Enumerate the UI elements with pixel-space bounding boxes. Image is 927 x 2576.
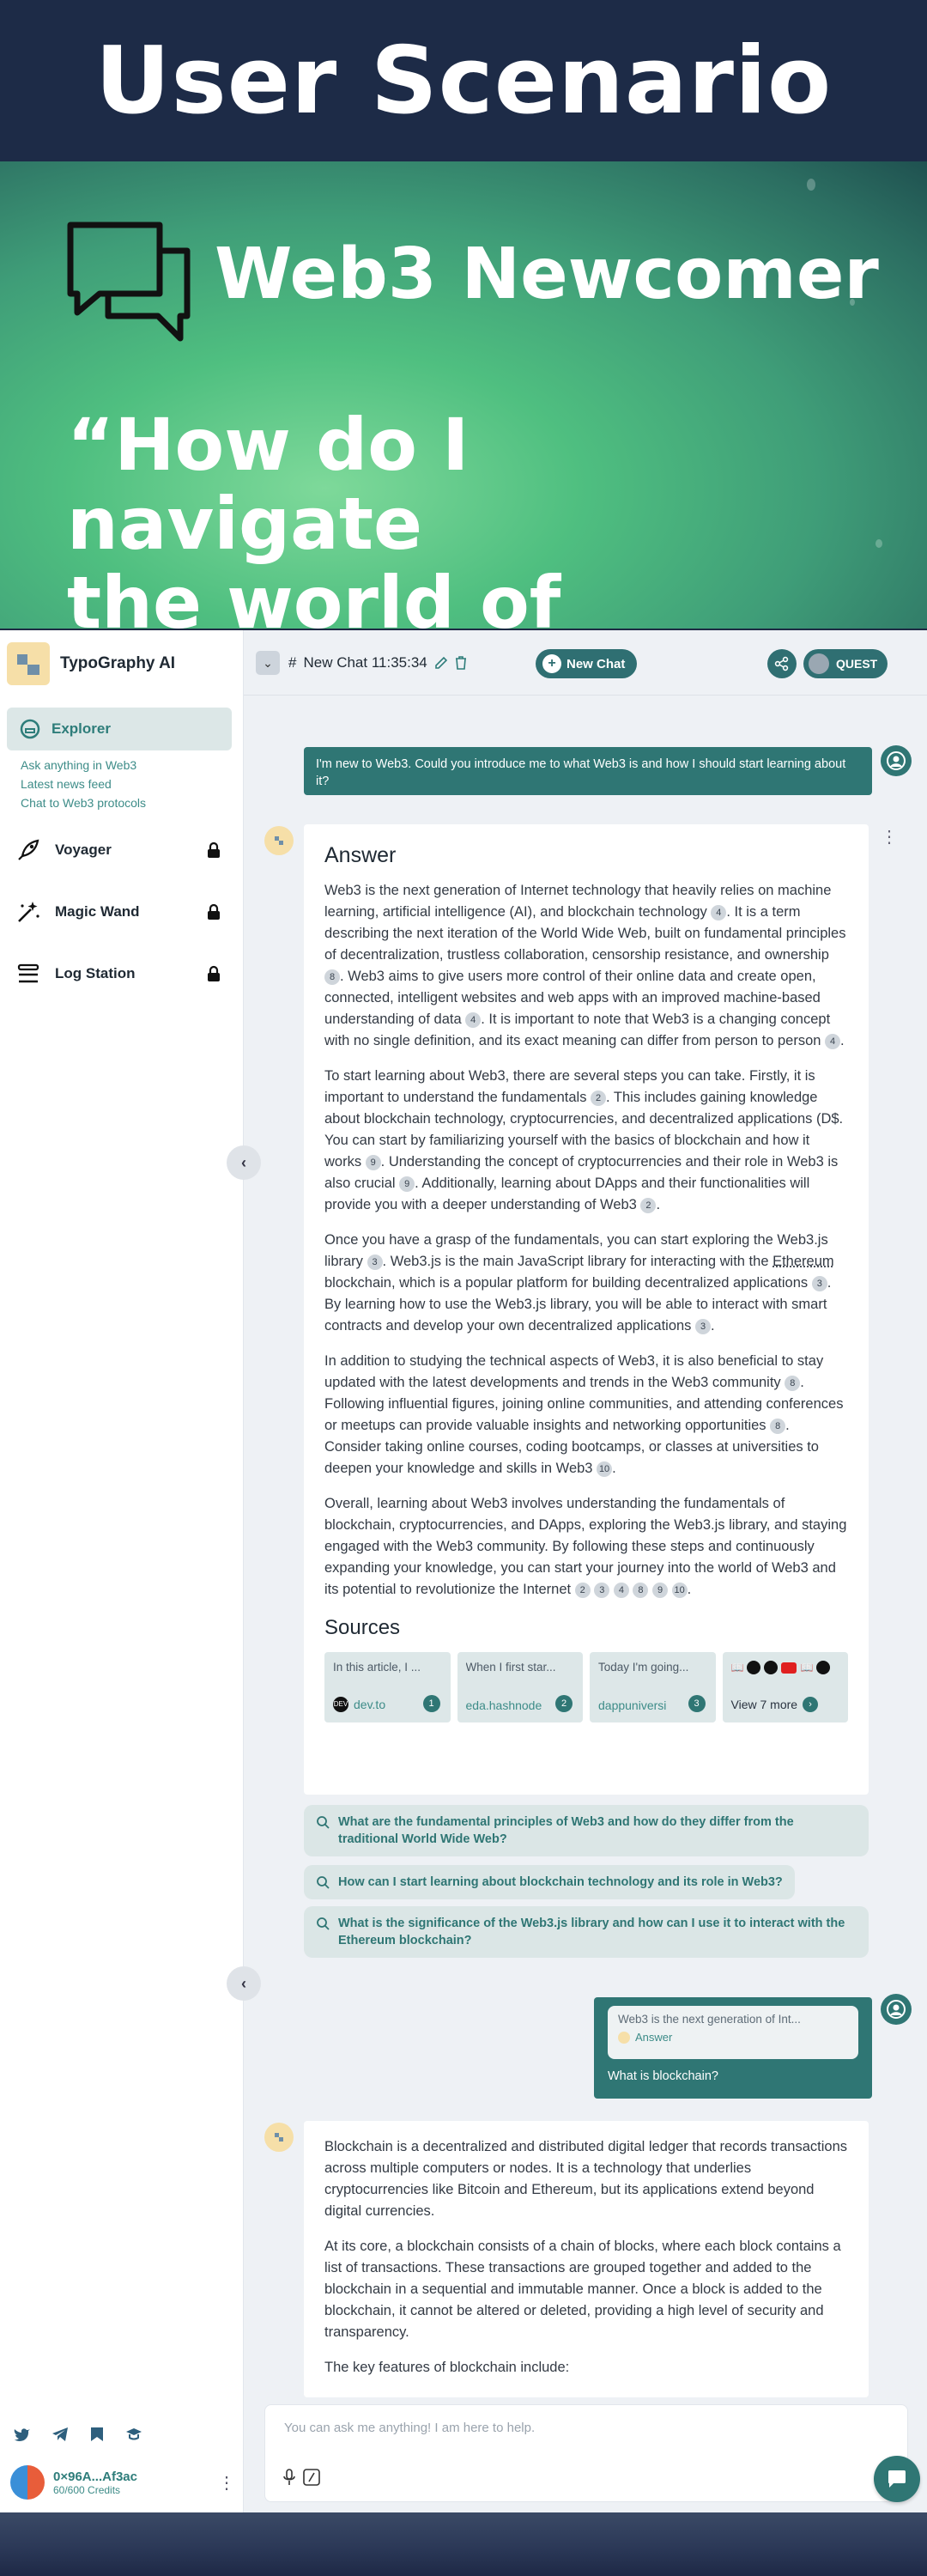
slash-command-icon[interactable] bbox=[303, 2469, 320, 2486]
quote-line-2: the world of bbox=[67, 561, 561, 629]
footer-backdrop bbox=[0, 2512, 927, 2576]
search-icon bbox=[316, 1815, 330, 1829]
suggestion-text: What is the significance of the Web3.js library and how can I use it to interact with the Ethereum blockchain? bbox=[338, 1917, 845, 1947]
chat-input[interactable] bbox=[264, 2404, 908, 2502]
app-name: TypoGraphy AI bbox=[60, 654, 176, 672]
source-number: 3 bbox=[688, 1695, 706, 1712]
sidebar bbox=[0, 630, 244, 2512]
source-snippet: Today I'm going... bbox=[598, 1661, 689, 1674]
source-domain: eda.hashnode bbox=[465, 1698, 542, 1712]
answer-paragraph: Once you have a grasp of the fundamentals, you can start exploring the Web3.js library 3 . Web3.js is the main JavaScript library for interacting with the Ethereum blockchain, which is a popular platform for building decentralized applications 3 . By learning how to use the Web3.js library, you will be able to interact with smart contracts and develop your own decentralized applications 3 . bbox=[324, 1232, 834, 1334]
answer-paragraph: Blockchain is a decentralized and distributed digital ledger that records transactions across multiple computers or nodes. It is a technology that underlies cryptocurrencies like Bitcoin and Ethereum, but its applications extend beyond digital currencies. bbox=[324, 2139, 848, 2219]
banner-title: User Scenario bbox=[94, 27, 833, 135]
bot-avatar bbox=[264, 826, 294, 855]
explorer-sublinks bbox=[21, 756, 146, 812]
source-favicons bbox=[731, 1661, 840, 1674]
helmet-icon bbox=[19, 718, 41, 740]
suggested-question[interactable] bbox=[304, 1906, 869, 1958]
answer-paragraph: To start learning about Web3, there are several steps you can take. Firstly, it is important to understand the fundamentals 2 . This includes gaining knowledge about blockchain technology, cryptocurrencies, and decentralized applications (D$. You can start by familiarizing yourself with the basics of blockchain and how it works 9 . Understanding the concept of cryptocurrencies and their role in Web3 is also crucial 9 . Additionally, learning about DApps and their functionalities will provide you with a deeper understanding of Web3 2 . bbox=[324, 1068, 844, 1212]
rocket-icon bbox=[15, 837, 41, 863]
book-icon: 📖 bbox=[800, 1662, 814, 1674]
medium-icon bbox=[747, 1661, 760, 1674]
quest-avatar bbox=[809, 653, 829, 674]
answer-paragraph: Overall, learning about Web3 involves understanding the fundamentals of blockchain, cryptocurrencies, and DApps, exploring the Web3.js library, and staying engaged with the Web3 community. By following these steps and continuously expanding your knowledge, you can start your journey into the world of Web3 and its potential to revolutionize the Internet 2 3 4 8 9 10 . bbox=[324, 1496, 847, 1597]
arrow-right-icon: › bbox=[803, 1697, 818, 1712]
sources-heading: Sources bbox=[324, 1616, 401, 1639]
wallet-address: 0×96A...Af3ac bbox=[53, 2469, 137, 2484]
answer-card bbox=[304, 824, 869, 1795]
source-card[interactable] bbox=[457, 1652, 584, 1722]
sublink-news[interactable]: Latest news feed bbox=[21, 777, 112, 791]
user-message: I'm new to Web3. Could you introduce me to what Web3 is and how I should start learning about it? bbox=[304, 747, 872, 795]
chat-input-placeholder: You can ask me anything! I am here to help. bbox=[284, 2421, 536, 2435]
microphone-icon[interactable] bbox=[282, 2469, 296, 2486]
sidebar-item-explorer[interactable] bbox=[7, 708, 232, 750]
view-more-sources[interactable] bbox=[723, 1652, 849, 1722]
credits-count: 60/600 Credits bbox=[53, 2483, 121, 2496]
lock-icon bbox=[206, 965, 221, 982]
persona-quote bbox=[67, 405, 839, 629]
user-icon bbox=[886, 750, 906, 771]
input-tools bbox=[282, 2469, 320, 2486]
bot-avatar bbox=[264, 2123, 294, 2152]
suggestion-text: How can I start learning about blockchain technology and its role in Web3? bbox=[338, 1875, 783, 1889]
book-icon: 📖 bbox=[730, 1662, 744, 1674]
quoted-snippet: Web3 is the next generation of Int... bbox=[618, 2013, 801, 2026]
new-chat-label: New Chat bbox=[566, 656, 626, 671]
graduation-cap-icon[interactable] bbox=[125, 2427, 142, 2442]
suggestion-text: What are the fundamental principles of Web3 and how do they differ from the traditional World Wide Web? bbox=[338, 1815, 794, 1846]
suggested-question[interactable] bbox=[304, 1805, 869, 1856]
share-button[interactable] bbox=[767, 649, 797, 678]
hash-icon: # bbox=[288, 654, 297, 671]
hero-section bbox=[0, 161, 927, 629]
share-icon bbox=[774, 656, 790, 671]
speck bbox=[807, 179, 815, 191]
typography-logo-icon bbox=[272, 834, 286, 848]
magic-wand-icon bbox=[15, 899, 41, 925]
devto-icon: DEV bbox=[333, 1697, 348, 1712]
user-avatar bbox=[881, 1994, 912, 2025]
sublink-protocols[interactable]: Chat to Web3 protocols bbox=[21, 796, 147, 810]
bookmark-icon[interactable] bbox=[89, 2427, 105, 2442]
edit-icon[interactable] bbox=[434, 656, 448, 670]
twitter-icon[interactable] bbox=[14, 2427, 31, 2442]
answer-card-2 bbox=[304, 2121, 869, 2397]
collapse-sidebar-button-lower[interactable]: ‹ bbox=[227, 1966, 261, 2001]
sidebar-item-voyager[interactable] bbox=[15, 833, 221, 867]
answer-paragraph: At its core, a blockchain consists of a chain of blocks, where each block contains a list of transactions. These transactions are grouped together and added to the blockchain in a sequential and immutable manner. Once a block is added to the blockchain, it cannot be altered or deleted, providing a high level of security and transparency. bbox=[324, 2239, 841, 2340]
search-icon bbox=[316, 1917, 330, 1930]
chat-bubble-icon bbox=[887, 2470, 907, 2488]
sublink-ask[interactable]: Ask anything in Web3 bbox=[21, 758, 137, 772]
search-icon bbox=[316, 1875, 330, 1889]
message-options-icon[interactable]: ⋮ bbox=[881, 828, 898, 847]
user-message-with-quote bbox=[594, 1997, 872, 2099]
logo-row[interactable] bbox=[7, 642, 175, 685]
sidebar-item-label: Log Station bbox=[55, 965, 136, 981]
source-card[interactable] bbox=[324, 1652, 451, 1722]
banner bbox=[0, 0, 927, 161]
user-account[interactable] bbox=[10, 2463, 235, 2502]
speck bbox=[876, 539, 882, 548]
sidebar-item-log-station[interactable] bbox=[15, 957, 221, 991]
source-card[interactable] bbox=[590, 1652, 716, 1722]
lock-icon bbox=[206, 903, 221, 920]
user-icon bbox=[886, 1999, 906, 2020]
sidebar-item-label: Explorer bbox=[52, 720, 111, 737]
typography-logo-icon bbox=[272, 2130, 286, 2144]
new-chat-button[interactable] bbox=[536, 649, 637, 678]
quest-label: QUEST bbox=[836, 657, 878, 671]
trash-icon[interactable] bbox=[455, 656, 467, 670]
user-avatar bbox=[881, 745, 912, 776]
source-snippet: In this article, I ... bbox=[333, 1661, 421, 1674]
quote-line-1: “How do I navigate bbox=[67, 403, 470, 566]
source-snippet: When I first star... bbox=[465, 1661, 556, 1674]
answer-paragraph: Web3 is the next generation of Internet technology that heavily relies on machine learning, artificial intelligence (AI), and blockchain technology 4 . It is a term describing the next iteration of the World Wide Web, built on fundamental principles of decentralization, trustless collaboration, censorship resistance, and ownership 8 . Web3 aims to give users more control of their online data and create open, connected, intelligent websites and web apps with an improved machine-based understanding of data 4 . It is important to note that Web3 is a changing concept with no single definition, and its exact meaning can differ from person to person 4 . bbox=[324, 883, 846, 1048]
source-domain: dappuniversi bbox=[598, 1698, 667, 1712]
facebook-icon bbox=[764, 1661, 778, 1674]
user-question: What is blockchain? bbox=[608, 2069, 718, 2083]
collapse-sidebar-button[interactable]: ‹ bbox=[227, 1145, 261, 1180]
chat-title bbox=[288, 654, 467, 671]
list-icon bbox=[15, 961, 41, 987]
source-number: 2 bbox=[555, 1695, 573, 1712]
sources-list bbox=[324, 1652, 848, 1722]
sidebar-item-label: Voyager bbox=[55, 841, 112, 858]
youtube-icon bbox=[781, 1662, 797, 1674]
persona-title: Web3 Newcomer bbox=[215, 234, 879, 315]
suggested-question[interactable] bbox=[304, 1865, 795, 1899]
quoted-source: Answer bbox=[618, 2031, 848, 2044]
view-more: View 7 more › bbox=[731, 1697, 819, 1712]
avatar bbox=[10, 2465, 45, 2500]
chevron-down-icon[interactable]: ⌄ bbox=[256, 651, 280, 675]
plus-icon: + bbox=[542, 654, 561, 673]
telegram-icon[interactable] bbox=[52, 2427, 69, 2442]
chat-toolbar bbox=[244, 630, 927, 696]
answer-paragraph: The key features of blockchain include: bbox=[324, 2360, 570, 2375]
lock-icon bbox=[206, 841, 221, 859]
source-domain: DEV dev.to bbox=[333, 1698, 386, 1711]
app-logo bbox=[7, 642, 50, 685]
chat-support-button[interactable] bbox=[874, 2456, 920, 2502]
answer-heading: Answer bbox=[324, 843, 397, 867]
answer-paragraph: In addition to studying the technical aspects of Web3, it is also beneficial to stay updated with the latest developments and trends in the Web3 community 8 . Following influential figures, joining online communities, and attending conferences or meetups can provide valuable insights and networking opportunities 8 . Consider taking online courses, coding bootcamps, or classes at universities to deepen your knowledge and skills in Web3 10 . bbox=[324, 1353, 844, 1476]
source-number: 1 bbox=[423, 1695, 440, 1712]
chat-title-text: New Chat 11:35:34 bbox=[303, 654, 427, 671]
quest-button[interactable] bbox=[803, 649, 888, 678]
chat-bubbles-icon bbox=[65, 220, 192, 345]
more-options-icon[interactable]: ⋮ bbox=[218, 2473, 235, 2493]
quoted-answer[interactable] bbox=[608, 2006, 858, 2059]
social-links bbox=[14, 2427, 142, 2442]
sidebar-item-magic-wand[interactable] bbox=[15, 895, 221, 929]
site-icon bbox=[816, 1661, 830, 1674]
sidebar-item-label: Magic Wand bbox=[55, 903, 140, 920]
app-window bbox=[0, 630, 927, 2512]
typography-logo-icon bbox=[618, 2032, 630, 2044]
